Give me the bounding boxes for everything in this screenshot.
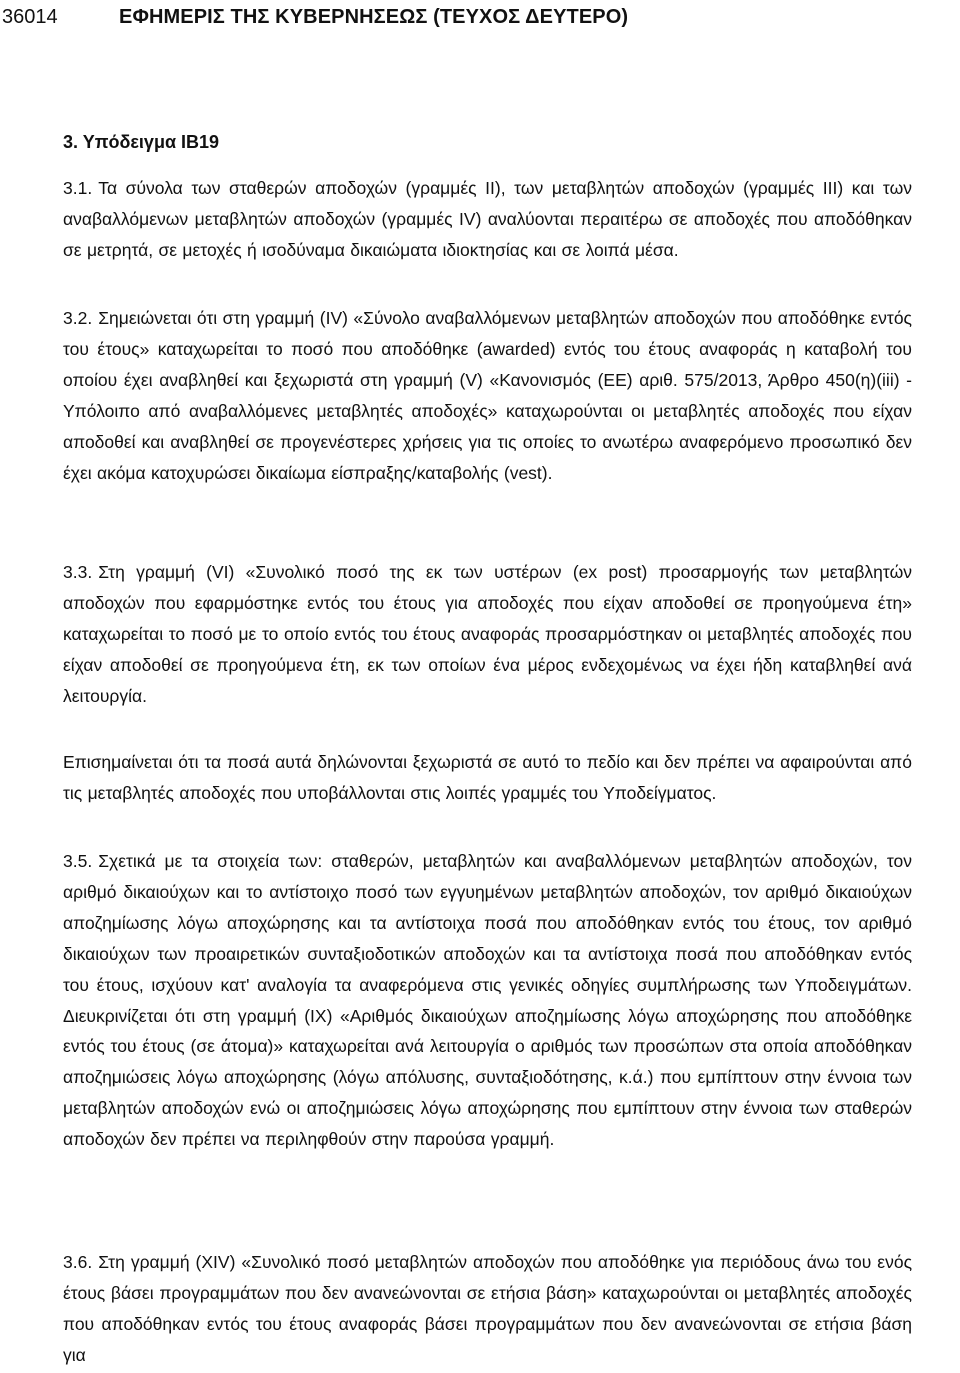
paragraph-3-2 [63,303,912,488]
paragraph-text: Στη γραμμή (VI) «Συνολικό ποσό της εκ των υστέρων (ex post) προσαρμογής των μεταβλητών αποδοχών που εφαρμόστηκε εντός του έτους για αποδοχές που είχαν αποδοθεί σε προηγούμενα έτη» καταχωρείται το ποσό με το οποίο εντός του έτους αναφοράς προσαρμόστηκαν οι μεταβλητές αποδοχές που είχαν αποδοθεί σε προηγούμενα έτη, εκ των οποίων ένα μέρος ενδεχομένως να έχει ήδη καταβληθεί ανά λειτουργία. [63,562,912,706]
paragraph-number: 3.5. [63,851,93,871]
gazette-title: ΕΦΗΜΕΡΙΣ ΤΗΣ ΚΥΒΕΡΝΗΣΕΩΣ (ΤΕΥΧΟΣ ΔΕΥΤΕΡΟ) [119,6,629,28]
paragraph-3-3 [63,557,912,712]
page-number: 36014 [2,6,58,28]
paragraph-text: Τα σύνολα των σταθερών αποδοχών (γραμμές II), των μεταβλητών αποδοχών (γραμμές III) και των αναβαλλόμενων μεταβλητών αποδοχών (γραμμές IV) αναλύονται περαιτέρω σε αποδοχές που αποδόθηκαν σε μετρητά, σε μετοχές ή ισοδύναμα δικαιώματα ιδιοκτησίας και σε λοιπά μέσα. [63,178,912,260]
paragraph-3-6 [63,1247,912,1371]
section-heading: 3. Υπόδειγμα IB19 [63,132,220,152]
page-header [0,4,960,30]
paragraph-note [63,747,912,809]
paragraph-number: 3.6. [63,1252,93,1272]
paragraph-number: 3.2. [63,308,93,328]
paragraph-text: Σχετικά με τα στοιχεία των: σταθερών, μεταβλητών και αναβαλλόμενων μεταβλητών αποδοχών, τον αριθμό δικαιούχων και το αντίστοιχο ποσό των εγγυημένων μεταβλητών αποδοχών, τον αριθμό δικαιούχων αποζημίωσης λόγω αποχώρησης και τα αντίστοιχα ποσά που αποδόθηκαν εντός του έτους, τον αριθμό δικαιούχων των προαιρετικών συνταξιοδοτικών αποδοχών και τα αντίστοιχα ποσά που αποδόθηκαν εντός του έτους, ισχύουν κατ' αναλογία τα αναφερόμενα στις γενικές οδηγίες συμπλήρωσης των Υποδειγμάτων. Διευκρινίζεται ότι στη γραμμή (IX) «Αριθμός δικαιούχων αποζημίωσης λόγω αποχώρησης που αποδόθηκε εντός του έτους (σε άτομα)» καταχωρείται ανά λειτουργία ο αριθμός των προσώπων στα οποία αποδόθηκαν αποζημιώσεις λόγω αποχώρησης (λόγω απόλυσης, συνταξιοδότησης, κ.ά.) που εμπίπτουν στην έννοια των μεταβλητών αποδοχών ενώ οι αποζημιώσεις λόγω αποχώρησης που εμπίπτουν στην έννοια των σταθερών αποδοχών δεν πρέπει να περιληφθούν στην παρούσα γραμμή. [63,851,912,1150]
paragraph-number: 3.1. [63,178,93,198]
paragraph-number: 3.3. [63,562,93,582]
paragraph-text: Επισημαίνεται ότι τα ποσά αυτά δηλώνονται ξεχωριστά σε αυτό το πεδίο και δεν πρέπει να αφαιρούνται από τις μεταβλητές αποδοχές που υποβάλλονται στις λοιπές γραμμές του Υποδείγματος. [63,752,912,803]
paragraph-3-1 [63,173,912,266]
paragraph-text: Στη γραμμή (XIV) «Συνολικό ποσό μεταβλητών αποδοχών που αποδόθηκε για περιόδους άνω του ενός έτους βάσει προγραμμάτων που δεν ανανεώνονται σε ετήσια βάση» καταχωρούνται οι μεταβλητές αποδοχές που αποδόθηκαν εντός του έτους αναφοράς βάσει προγραμμάτων που δεν ανανεώνονται σε ετήσια βάση για [63,1252,912,1365]
paragraph-3-5 [63,846,912,1155]
paragraph-text: Σημειώνεται ότι στη γραμμή (IV) «Σύνολο αναβαλλόμενων μεταβλητών αποδοχών που αποδόθηκε εντός του έτους» καταχωρείται το ποσό που αποδόθηκε (awarded) εντός του έτους αναφοράς η καταβολή του οποίου έχει αναβληθεί και ξεχωριστά στη γραμμή (V) «Κανονισμός (ΕΕ) αριθ. 575/2013, Άρθρο 450(η)(iii) - Υπόλοιπο από αναβαλλόμενες μεταβλητές αποδοχές» καταχωρούνται οι μεταβλητές αποδοχές που είχαν αποδοθεί και αναβληθεί σε προγενέστερες χρήσεις για τις οποίες το ανωτέρω αναφερόμενο προσωπικό δεν έχει ακόμα κατοχυρώσει δικαίωμα είσπραξης/καταβολής (vest). [63,308,912,483]
